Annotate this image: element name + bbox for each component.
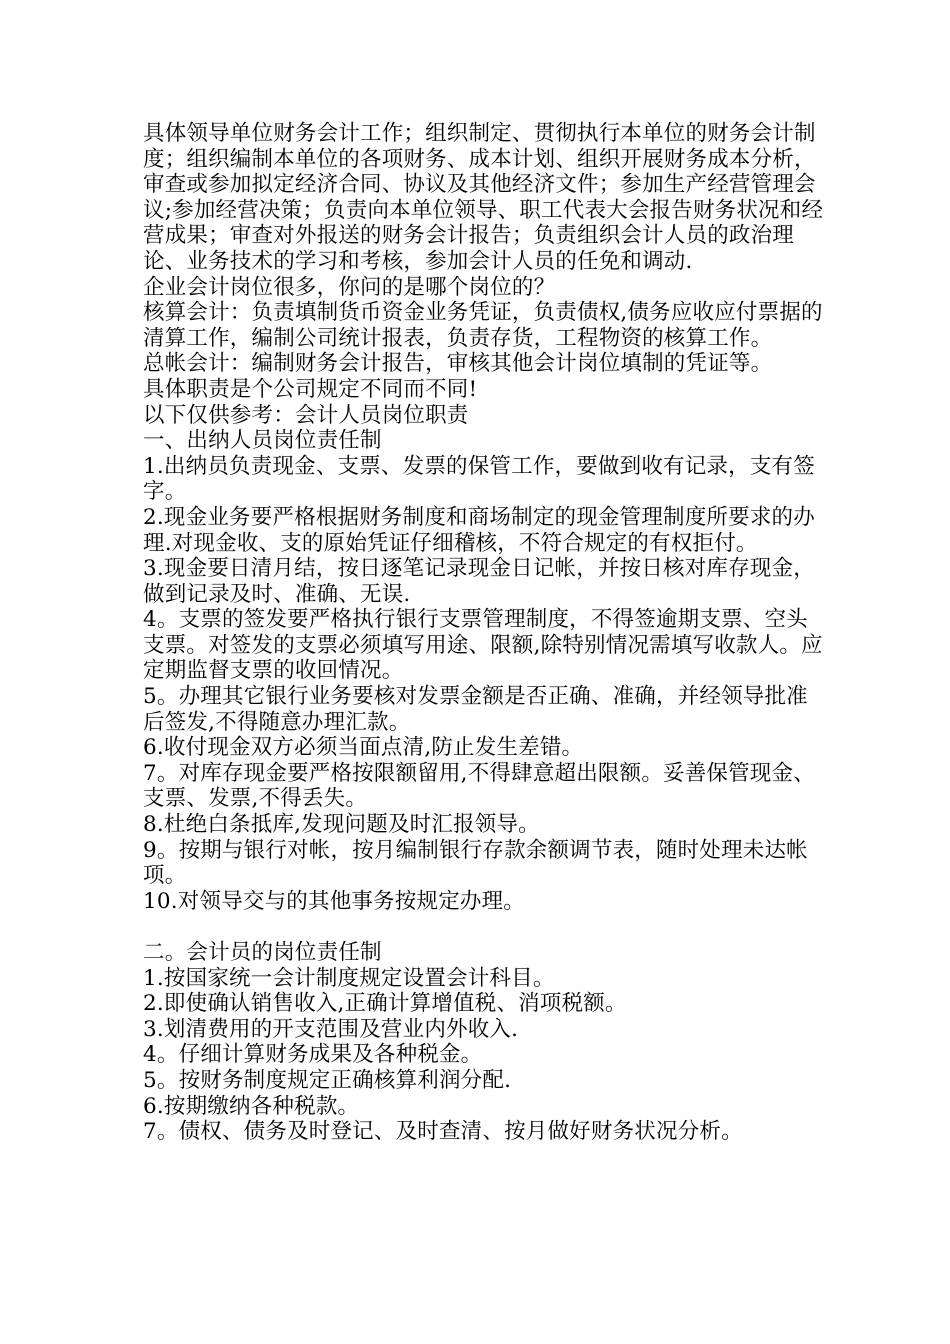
- list-item: 6.按期缴纳各种税款。: [143, 1093, 360, 1119]
- list-item: 3.现金要日清月结，按日逐笔记录现金日记帐，并按日核对库存现金，做到记录及时、准确、无误.: [143, 556, 815, 607]
- list-item: 2.即使确认销售收入,正确计算增值税、消项税额。: [143, 991, 627, 1017]
- list-item: 3.划清费用的开支范围及营业内外收入.: [143, 1016, 519, 1042]
- list-item: 6.收付现金双方必须当面点清,防止发生差错。: [143, 735, 584, 761]
- list-item: 2.现金业务要严格根据财务制度和商场制定的现金管理制度所要求的办理.对现金收、支的原始凭证仔细稽核，不符合规定的有权拒付。: [143, 504, 815, 556]
- list-item: 5。按财务制度规定正确核算利润分配.: [143, 1067, 512, 1093]
- list-item: 8.杜绝白条抵库,发现问题及时汇报领导。: [143, 812, 540, 838]
- paragraph-reference-heading: 以下仅供参考：会计人员岗位职责: [143, 402, 469, 428]
- list-item: 10.对领导交与的其他事务按规定办理。: [143, 888, 525, 914]
- list-item: 7。债权、债务及时登记、及时查清、按月做好财务状况分析。: [143, 1119, 743, 1145]
- paragraph-general-ledger: 总帐会计：编制财务会计报告，审核其他会计岗位填制的凭证等。: [143, 351, 773, 377]
- blank-line: [143, 914, 825, 940]
- paragraph-question: 企业会计岗位很多，你问的是哪个岗位的？: [143, 274, 556, 300]
- list-item: 5。办理其它银行业务要核对发票金额是否正确、准确，并经领导批准后签发,不得随意办理汇款。: [143, 684, 808, 735]
- list-item: 4。支票的签发要严格执行银行支票管理制度，不得签逾期支票、空头支票。对签发的支票必须填写用途、限额,除特别情况需填写收款人。应定期监督支票的收回情况。: [143, 607, 823, 684]
- list-item: 1.出纳员负责现金、支票、发票的保管工作，要做到收有记录，支有签字。: [143, 453, 815, 505]
- section-heading-cashier: 一、出纳人员岗位责任制: [143, 428, 382, 454]
- document-body: [143, 121, 825, 1145]
- list-item: 1.按国家统一会计制度规定设置会计科目。: [143, 965, 555, 991]
- paragraph-accounting-clerk: 核算会计：负责填制货币资金业务凭证，负责债权,债务应收应付票据的清算工作，编制公司统计报表，负责存货，工程物资的核算工作。: [143, 300, 823, 351]
- paragraph-note: 具体职责是个公司规定不同而不同!: [143, 376, 478, 402]
- list-item: 7。对库存现金要严格按限额留用,不得肆意超出限额。妥善保管现金、支票、发票,不得丢失。: [143, 760, 815, 812]
- section-heading-accountant: 二。会计员的岗位责任制: [143, 940, 382, 965]
- paragraph-chief-accountant-duties: 具体领导单位财务会计工作；组织制定、贯彻执行本单位的财务会计制度；组织编制本单位的各项财务、成本计划、组织开展财务成本分析，审查或参加拟定经济合同、协议及其他经济文件；参加生产经营管理会议;参加经营决策；负责向本单位领导、职工代表大会报告财务状况和经营成果；审查对外报送的财务会计报告；负责组织会计人员的政治理论、业务技术的学习和考核，参加会计人员的任免和调动.: [143, 121, 824, 274]
- list-item: 9。按期与银行对帐，按月编制银行存款余额调节表，随时处理未达帐项。: [143, 837, 808, 889]
- list-item: 4。仔细计算财务成果及各种税金。: [143, 1042, 483, 1068]
